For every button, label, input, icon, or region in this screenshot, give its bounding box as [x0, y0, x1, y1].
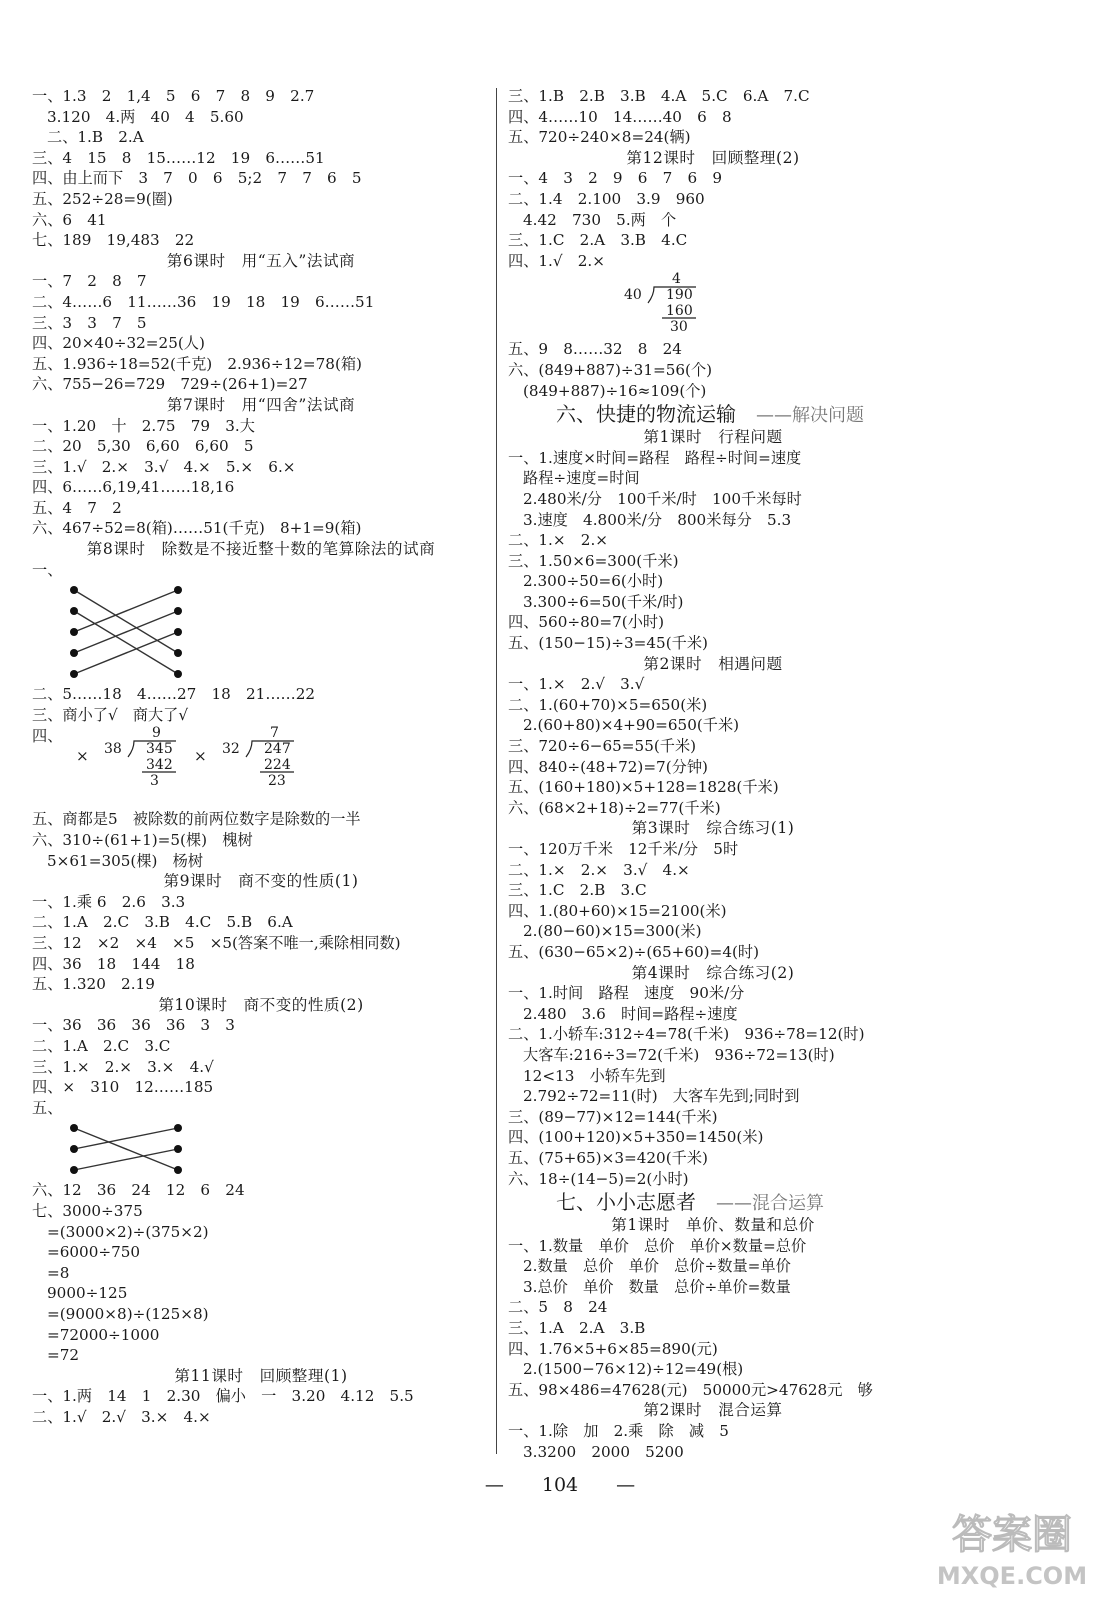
answer-line: 四、4……10 14……40 6 8 — [508, 107, 732, 126]
answer-line: 四、6……6,19,41……18,16 — [32, 478, 235, 497]
watermark-logo — [918, 1500, 1106, 1592]
answer-line: 三、1.50×6=300(千米) — [508, 551, 679, 570]
answer-line: 二、1.4 2.100 3.9 960 — [508, 189, 705, 208]
matching-dot-right — [174, 1145, 182, 1153]
lesson-heading: 第8课时 除数是不接近整十数的笔算除法的试商 — [86, 540, 436, 559]
answer-line: 四、840÷(48+72)=7(分钟) — [508, 757, 708, 776]
answer-line: 9000÷125 — [47, 1284, 128, 1303]
division-divisor: 38 — [104, 741, 122, 758]
division-symbol — [128, 741, 176, 757]
division-symbol — [246, 741, 294, 757]
answer-line: 一、1.除 加 2.乘 除 减 5 — [508, 1422, 729, 1441]
long-division-figure — [508, 271, 918, 339]
answer-line: 3.速度 4.800米/分 800米每分 5.3 — [523, 510, 792, 529]
lesson-heading: 第11课时 回顾整理(1) — [174, 1366, 348, 1385]
answer-line: 五、1.936÷18=52(千克) 2.936÷12=78(箱) — [32, 354, 362, 373]
answer-line: 四、560÷80=7(小时) — [508, 613, 665, 632]
answer-line: 三、1.√ 2.× 3.√ 4.× 5.× 6.× — [32, 457, 296, 476]
matching-dot-right — [174, 628, 182, 636]
division-remainder: 3 — [150, 773, 159, 790]
answer-line: 3.300÷6=50(千米/时) — [523, 592, 684, 611]
answer-line: 2.300÷50=6(小时) — [523, 572, 664, 591]
matching-dot-left — [70, 1166, 78, 1174]
matching-line — [74, 611, 178, 674]
answer-line: =(3000×2)÷(375×2) — [47, 1222, 209, 1241]
answer-line: 三、1.× 2.× 3.× 4.√ — [32, 1057, 214, 1076]
matching-dot-left — [70, 1145, 78, 1153]
answer-line: 三、(89−77)×12=144(千米) — [508, 1107, 718, 1126]
matching-dot-right — [174, 607, 182, 615]
division-dividend: 190 — [666, 287, 693, 304]
division-remainder: 23 — [268, 773, 286, 790]
division-symbol — [648, 287, 696, 303]
matching-dot-left — [70, 649, 78, 657]
watermark-text: 答案圈 — [952, 1512, 1072, 1558]
answer-line: 一、1.时间 路程 速度 90米/分 — [508, 984, 745, 1003]
answer-line: 二、5 8 24 — [508, 1298, 608, 1317]
division-bracket — [124, 725, 184, 775]
answer-line: 大客车:216÷3=72(千米) 936÷72=13(时) — [523, 1045, 835, 1064]
answer-line: =72000÷1000 — [47, 1325, 160, 1344]
answer-line: 一、1.两 14 1 2.30 偏小 一 3.20 4.12 5.5 — [32, 1387, 414, 1406]
lesson-heading: 第4课时 综合练习(2) — [631, 963, 795, 982]
answer-line: 四、1.(80+60)×15=2100(米) — [508, 901, 727, 920]
answer-line: 三、4 15 8 15……12 19 6……51 — [32, 148, 325, 167]
long-division-pair — [32, 725, 490, 809]
answer-line: 五、(160+180)×5+128=1828(千米) — [508, 778, 779, 797]
answer-line: 五、 — [32, 1098, 63, 1117]
answer-line: 二、5……18 4……27 18 21……22 — [32, 685, 316, 704]
answer-line: 一、36 36 36 36 3 3 — [32, 1016, 235, 1035]
division-remainder: 30 — [670, 319, 688, 336]
answer-line: 七、189 19,483 22 — [32, 231, 195, 250]
answer-line: =6000÷750 — [47, 1243, 141, 1262]
answer-line: 5×61=305(棵) 杨树 — [47, 851, 204, 870]
division-dividend: 247 — [264, 741, 291, 758]
division-divisor: 40 — [624, 287, 642, 304]
lesson-heading: 第7课时 用“四舍”法试商 — [166, 395, 356, 414]
division-product: 224 — [264, 757, 291, 774]
matching-figure-1 — [32, 580, 490, 684]
lesson-heading: 第1课时 单价、数量和总价 — [611, 1216, 815, 1235]
matching-dot-left — [70, 628, 78, 636]
answer-line: 四、由上而下 3 7 0 6 5;2 7 7 6 5 — [32, 169, 362, 188]
lesson-heading: 第9课时 商不变的性质(1) — [163, 872, 359, 891]
answer-line: 五、(75+65)×3=420(千米) — [508, 1148, 708, 1167]
matching-line — [74, 590, 178, 632]
division-bracket — [644, 271, 704, 321]
chapter-title — [508, 401, 918, 427]
wrong-mark: × — [76, 747, 89, 766]
answer-line: 三、1.C 2.B 3.C — [508, 881, 647, 900]
answer-line: 五、(150−15)÷3=45(千米) — [508, 634, 708, 653]
answer-line: 二、1.× 2.× 3.√ 4.× — [508, 860, 690, 879]
answer-line: 一、1.速度×时间=路程 路程÷时间=速度 — [508, 448, 802, 467]
matching-dot-right — [174, 649, 182, 657]
division-dividend: 345 — [146, 741, 173, 758]
answer-line: 二、1.小轿车:312÷4=78(千米) 936÷78=12(时) — [508, 1025, 865, 1044]
matching-dot-left — [70, 1124, 78, 1132]
answer-line: 三、商小了√ 商大了√ — [32, 705, 189, 724]
answer-line: 六、310÷(61+1)=5(棵) 槐树 — [32, 831, 253, 850]
lesson-heading: 第1课时 行程问题 — [643, 428, 783, 447]
answer-line: 五、商都是5 被除数的前两位数字是除数的一半 — [32, 810, 361, 829]
answer-line: 六、(68×2+18)÷2=77(千米) — [508, 798, 721, 817]
answer-line: 3.120 4.两 40 4 5.60 — [47, 107, 244, 126]
answer-line: 一、7 2 8 7 — [32, 272, 147, 291]
answer-line: 一、1.20 十 2.75 79 3.大 — [32, 416, 255, 435]
answer-line: 2.792÷72=11(时) 大客车先到;同时到 — [523, 1087, 800, 1106]
answer-line: 六、6 41 — [32, 210, 107, 229]
answer-line: 三、720÷6−65=55(千米) — [508, 737, 697, 756]
answer-line: 路程÷速度=时间 — [523, 469, 640, 488]
answer-line: 四、× 310 12……185 — [32, 1078, 214, 1097]
answer-line: 二、1.B 2.A — [47, 128, 144, 147]
answer-line: 3.总价 单价 数量 总价÷单价=数量 — [523, 1277, 791, 1296]
matching-line — [74, 611, 178, 653]
answer-line: 二、1.A 2.C 3.C — [32, 1036, 171, 1055]
matching-dot-left — [70, 607, 78, 615]
answer-line: 2.480米/分 100千米/时 100千米每时 — [523, 489, 802, 508]
answer-line: 五、(630−65×2)÷(65+60)=4(时) — [508, 942, 760, 961]
page-number: — 104 — — [484, 1474, 636, 1496]
division-product: 160 — [666, 303, 693, 320]
answer-line: 五、9 8……32 8 24 — [508, 340, 682, 359]
long-division-2 — [222, 725, 291, 790]
answer-line: 二、1.√ 2.√ 3.× 4.× — [32, 1407, 211, 1426]
matching-dot-left — [70, 586, 78, 594]
answer-line: 2.数量 总价 单价 总价÷数量=单价 — [523, 1257, 791, 1276]
watermark-domain: MXQE.COM — [936, 1562, 1088, 1590]
answer-line: 一、1.3 2 1,4 5 6 7 8 9 2.7 — [32, 87, 315, 105]
chapter-name: 六、快捷的物流运输 — [556, 402, 736, 427]
left-column — [32, 86, 490, 1427]
answer-line: 二、4……6 11……36 19 18 19 6……51 — [32, 292, 375, 311]
answer-line: 五、1.320 2.19 — [32, 975, 155, 994]
answer-line: =8 — [47, 1263, 70, 1282]
answer-line: 三、1.C 2.A 3.B 4.C — [508, 231, 688, 250]
answer-line: 三、1.A 2.A 3.B — [508, 1319, 646, 1338]
answer-line: 五、4 7 2 — [32, 498, 122, 517]
answer-line: 2.480 3.6 时间=路程÷速度 — [523, 1004, 738, 1023]
answer-line: 二、1.(60+70)×5=650(米) — [508, 695, 708, 714]
answer-line: 六、(849+887)÷31=56(个) — [508, 360, 713, 379]
matching-dot-right — [174, 1124, 182, 1132]
answer-line: 七、3000÷375 — [32, 1201, 143, 1220]
chapter-title — [508, 1189, 918, 1215]
answer-line: 四、1.√ 2.× — [508, 251, 605, 270]
answer-line: 四、1.76×5+6×85=890(元) — [508, 1339, 718, 1358]
answer-line: 三、12 ×2 ×4 ×5 ×5(答案不唯一,乘除相同数) — [32, 934, 401, 952]
answer-line: 三、1.B 2.B 3.B 4.A 5.C 6.A 7.C — [508, 87, 810, 105]
answer-line: (849+887)÷16≈109(个) — [523, 381, 707, 400]
answer-line: 六、755−26=729 729÷(26+1)=27 — [32, 375, 308, 394]
answer-line: 3.3200 2000 5200 — [523, 1442, 684, 1461]
matching-dot-right — [174, 586, 182, 594]
answer-line: 2.(80−60)×15=300(米) — [523, 922, 702, 941]
question-label: 四、 — [32, 727, 63, 746]
answer-line: 12<13 小轿车先到 — [523, 1066, 666, 1085]
matching-line — [74, 1128, 178, 1170]
answer-line: 三、3 3 7 5 — [32, 313, 147, 332]
answer-line: =72 — [47, 1346, 80, 1365]
matching-dot-left — [70, 670, 78, 678]
division-product: 342 — [146, 757, 173, 774]
lesson-heading: 第3课时 综合练习(1) — [631, 819, 795, 838]
matching-dot-right — [174, 670, 182, 678]
answer-line: 四、(100+120)×5+350=1450(米) — [508, 1128, 764, 1147]
lesson-heading: 第2课时 相遇问题 — [643, 654, 783, 673]
division-quotient: 4 — [672, 271, 681, 288]
division-quotient: 7 — [270, 725, 279, 742]
answer-line: 4.42 730 5.两 个 — [523, 210, 677, 229]
answer-line: 五、252÷28=9(圈) — [32, 189, 173, 208]
wrong-mark: × — [194, 747, 207, 766]
answer-line: 2.(1500−76×12)÷12=49(根) — [523, 1360, 744, 1379]
lesson-heading: 第6课时 用“五入”法试商 — [166, 251, 356, 270]
answer-line: 一、1.× 2.√ 3.√ — [508, 675, 645, 694]
right-column — [508, 86, 918, 1462]
answer-line: 五、720÷240×8=24(辆) — [508, 128, 691, 147]
long-division-3 — [624, 271, 693, 336]
answer-line: 一、1.乘 6 2.6 3.3 — [32, 892, 186, 911]
answer-line: 六、12 36 24 12 6 24 — [32, 1181, 245, 1200]
answer-line: 六、18÷(14−5)=2(小时) — [508, 1169, 689, 1188]
answer-line: 一、 — [32, 560, 63, 579]
matching-figure-2-svg — [32, 1118, 212, 1180]
matching-line — [74, 1128, 178, 1149]
lesson-heading: 第12课时 回顾整理(2) — [626, 148, 800, 167]
answer-line: 一、1.数量 单价 总价 单价×数量=总价 — [508, 1236, 807, 1255]
division-quotient: 9 — [152, 725, 161, 742]
answer-line: 二、20 5,30 6,60 6,60 5 — [32, 437, 254, 456]
matching-line — [74, 632, 178, 674]
answer-line: 一、4 3 2 9 6 7 6 9 — [508, 169, 722, 188]
answer-line: 四、36 18 144 18 — [32, 954, 195, 973]
matching-figure-2 — [32, 1118, 490, 1180]
long-division-1 — [104, 725, 173, 790]
matching-line — [74, 1149, 178, 1170]
chapter-name: 七、小小志愿者 — [556, 1190, 696, 1215]
answer-line: 二、1.A 2.C 3.B 4.C 5.B 6.A — [32, 913, 293, 932]
lesson-heading: 第10课时 商不变的性质(2) — [158, 995, 364, 1014]
answer-line: 四、20×40÷32=25(人) — [32, 334, 205, 353]
answer-line: =(9000×8)÷(125×8) — [47, 1304, 209, 1323]
answer-line: 二、1.× 2.× — [508, 531, 608, 550]
division-bracket — [242, 725, 302, 775]
division-divisor: 32 — [222, 741, 240, 758]
answer-line: 一、120万千米 12千米/分 5时 — [508, 840, 739, 858]
answer-line: 五、98×486=47628(元) 50000元>47628元 够 — [508, 1380, 873, 1399]
divider-line — [496, 88, 497, 1454]
matching-dot-right — [174, 1166, 182, 1174]
matching-figure-1-svg — [32, 580, 212, 684]
answer-line: 六、467÷52=8(箱)……51(千克) 8+1=9(箱) — [32, 519, 362, 538]
chapter-subtitle: ——混合运算 — [716, 1193, 824, 1215]
lesson-heading: 第2课时 混合运算 — [643, 1401, 783, 1420]
matching-line — [74, 590, 178, 653]
answer-line: 2.(60+80)×4+90=650(千米) — [523, 716, 740, 735]
chapter-subtitle: ——解决问题 — [756, 405, 864, 427]
